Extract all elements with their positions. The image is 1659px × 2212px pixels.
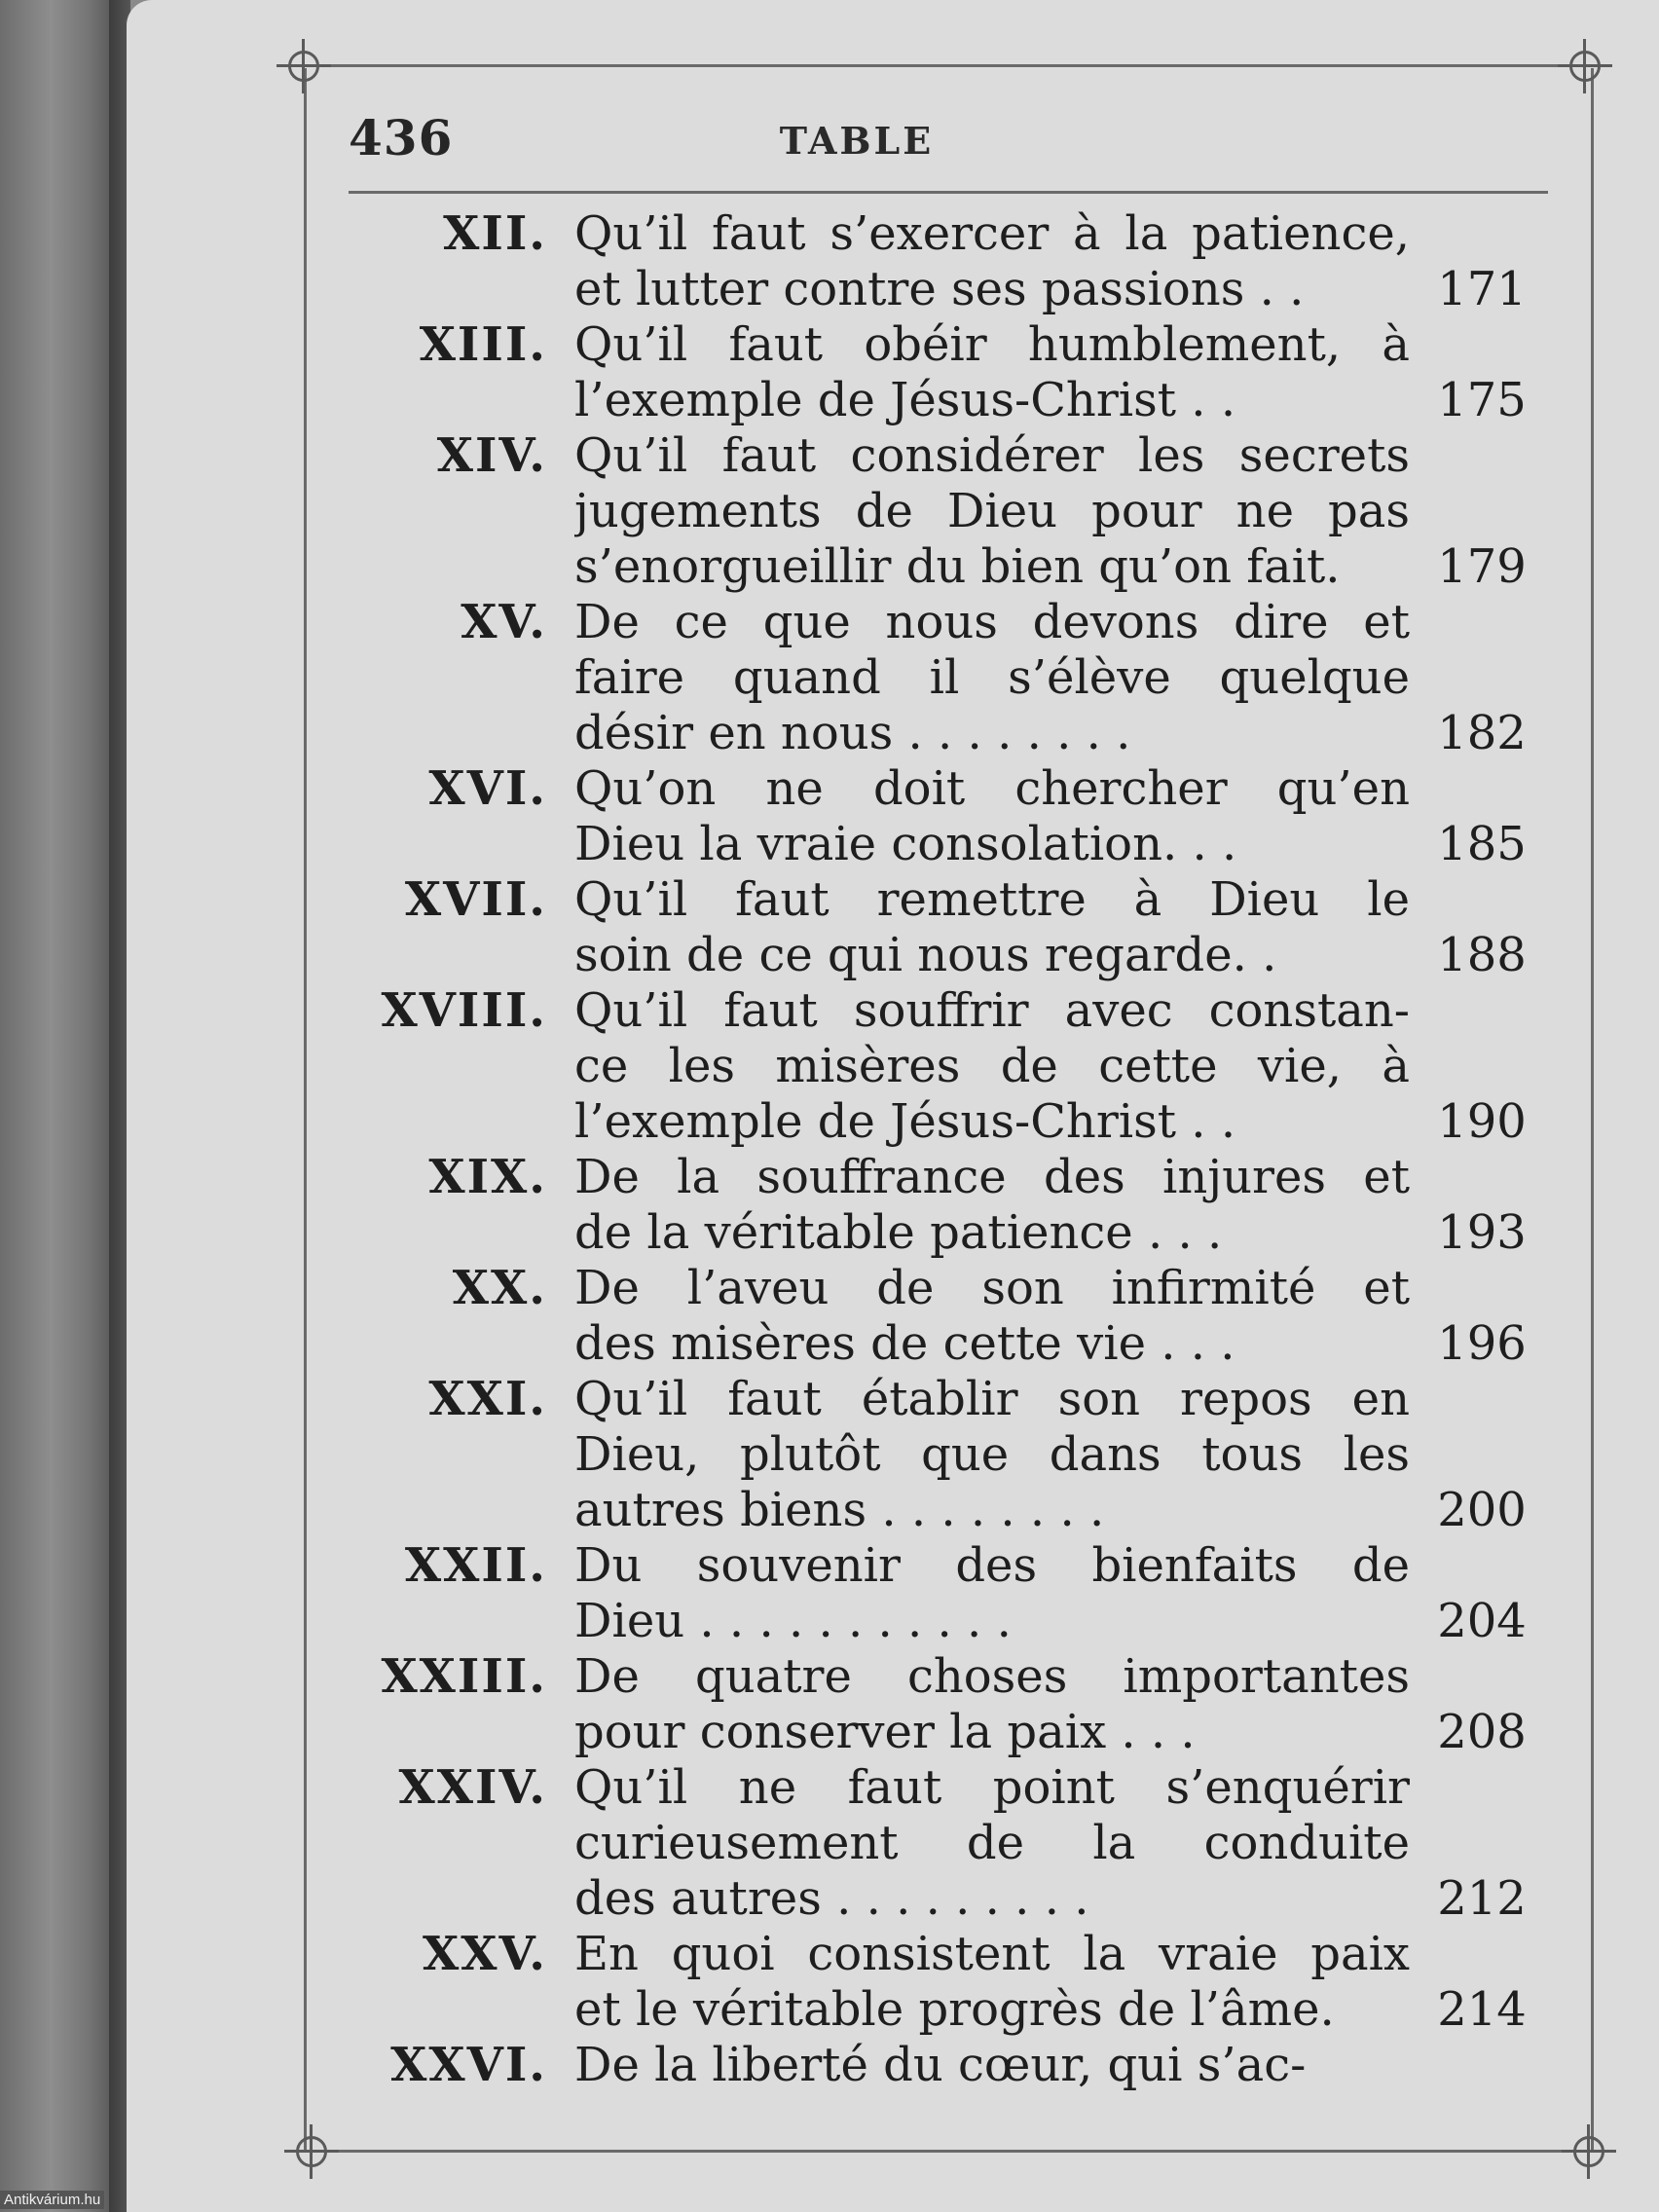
toc-line: [0, 1705, 1659, 1760]
watermark: Antikvárium.hu: [0, 2191, 104, 2209]
chapter-numeral: XIV.: [436, 428, 547, 483]
toc-line: [0, 1094, 1659, 1150]
chapter-numeral: XXVI.: [390, 2038, 547, 2092]
chapter-title-line: Qu’il faut s’exercer à la patience,: [574, 206, 1410, 261]
chapter-title-line: jugements de Dieu pour ne pas: [574, 484, 1410, 538]
chapter-title-line: De ce que nous devons dire et: [574, 595, 1410, 649]
toc-line: [0, 1039, 1659, 1094]
chapter-title-line: Qu’il faut considérer les secrets: [574, 428, 1410, 483]
chapter-title-line: Qu’il faut établir son repos en: [574, 1372, 1410, 1426]
chapter-title-line: De l’aveu de son infirmité et: [574, 1261, 1410, 1315]
chapter-title-line: Qu’on ne doit chercher qu’en: [574, 761, 1410, 816]
chapter-numeral: XXIII.: [381, 1649, 547, 1704]
toc-line: [0, 539, 1659, 595]
toc-line: [0, 761, 1659, 817]
page-reference: 200: [1437, 1483, 1527, 1537]
toc-line: [0, 1205, 1659, 1261]
page-reference: 214: [1437, 1982, 1527, 2037]
toc-line: [0, 1816, 1659, 1871]
toc-line: [0, 262, 1659, 317]
toc-line: [0, 317, 1659, 373]
toc-line: [0, 206, 1659, 262]
toc-line: [0, 1594, 1659, 1649]
toc-line: [0, 650, 1659, 706]
toc-line: [0, 1982, 1659, 2038]
page-reference: 193: [1437, 1205, 1527, 1260]
chapter-title-line: autres biens . . . . . . . .: [574, 1483, 1105, 1537]
toc-line: [0, 373, 1659, 428]
toc-line: [0, 1538, 1659, 1594]
toc-line: [0, 428, 1659, 484]
chapter-title-line: des misères de cette vie . . .: [574, 1316, 1235, 1371]
chapter-title-line: Qu’il ne faut point s’enquérir: [574, 1760, 1410, 1815]
chapter-numeral: XII.: [443, 206, 547, 261]
toc-line: [0, 1316, 1659, 1372]
chapter-title-line: des autres . . . . . . . . .: [574, 1871, 1089, 1926]
chapter-title-line: désir en nous . . . . . . . .: [574, 706, 1131, 760]
chapter-numeral: XXV.: [422, 1927, 547, 1981]
chapter-title-line: De quatre choses importantes: [574, 1649, 1410, 1704]
page-reference: 190: [1437, 1094, 1527, 1149]
chapter-numeral: XVII.: [404, 872, 547, 927]
page-reference: 179: [1437, 539, 1527, 594]
toc-line: [0, 1760, 1659, 1816]
page-reference: 208: [1437, 1705, 1527, 1759]
toc-line: [0, 817, 1659, 872]
page-reference: 185: [1437, 817, 1527, 871]
chapter-title-line: Qu’il faut remettre à Dieu le: [574, 872, 1410, 927]
page-reference: 175: [1437, 373, 1527, 427]
chapter-numeral: XIII.: [419, 317, 547, 372]
toc-line: [0, 1427, 1659, 1483]
toc-line: [0, 484, 1659, 539]
chapter-numeral: XX.: [452, 1261, 547, 1315]
toc-line: [0, 1261, 1659, 1316]
toc-line: [0, 2038, 1659, 2093]
chapter-title-line: Qu’il faut souffrir avec constan-: [574, 983, 1410, 1038]
chapter-title-line: l’exemple de Jésus-Christ . .: [574, 373, 1236, 427]
chapter-title-line: soin de ce qui nous regarde. .: [574, 928, 1277, 982]
page-reference: 212: [1437, 1871, 1527, 1926]
page-number: 436: [349, 109, 454, 166]
toc-line: [0, 872, 1659, 928]
chapter-title-line: et le véritable progrès de l’âme.: [574, 1982, 1335, 2037]
chapter-title-line: Dieu, plutôt que dans tous les: [574, 1427, 1410, 1482]
chapter-numeral: XXIV.: [398, 1760, 547, 1815]
chapter-title-line: et lutter contre ses passions . .: [574, 262, 1305, 316]
chapter-title-line: curieusement de la conduite: [574, 1816, 1410, 1870]
chapter-title-line: De la souffrance des injures et: [574, 1150, 1410, 1204]
running-head: TABLE: [779, 119, 935, 163]
toc-line: [0, 928, 1659, 983]
chapter-title-line: de la véritable patience . . .: [574, 1205, 1223, 1260]
toc-line: [0, 1871, 1659, 1927]
chapter-numeral: XVIII.: [381, 983, 547, 1038]
chapter-title-line: Qu’il faut obéir humblement, à: [574, 317, 1410, 372]
chapter-title-line: De la liberté du cœur, qui s’ac-: [574, 2038, 1307, 2092]
toc-line: [0, 595, 1659, 650]
page-reference: 182: [1437, 706, 1527, 760]
chapter-numeral: XXI.: [428, 1372, 547, 1426]
chapter-title-line: l’exemple de Jésus-Christ . .: [574, 1094, 1236, 1149]
toc-line: [0, 706, 1659, 761]
chapter-title-line: En quoi consistent la vraie paix: [574, 1927, 1410, 1981]
toc-line: [0, 983, 1659, 1039]
chapter-numeral: XVI.: [428, 761, 547, 816]
page-reference: 204: [1437, 1594, 1527, 1648]
chapter-title-line: ce les misères de cette vie, à: [574, 1039, 1410, 1093]
page-reference: 171: [1437, 262, 1527, 316]
chapter-title-line: faire quand il s’élève quelque: [574, 650, 1410, 705]
chapter-title-line: Dieu . . . . . . . . . . .: [574, 1594, 1012, 1648]
chapter-numeral: XIX.: [428, 1150, 547, 1204]
chapter-title-line: Du souvenir des bienfaits de: [574, 1538, 1410, 1593]
toc-line: [0, 1372, 1659, 1427]
chapter-title-line: pour conserver la paix . . .: [574, 1705, 1196, 1759]
page-reference: 188: [1437, 928, 1527, 982]
toc-line: [0, 1927, 1659, 1982]
chapter-title-line: s’enorgueillir du bien qu’on fait.: [574, 539, 1341, 594]
chapter-numeral: XXII.: [404, 1538, 547, 1593]
toc-line: [0, 1649, 1659, 1705]
chapter-numeral: XV.: [461, 595, 547, 649]
chapter-title-line: Dieu la vraie consolation. . .: [574, 817, 1237, 871]
toc-line: [0, 1150, 1659, 1205]
toc-line: [0, 1483, 1659, 1538]
page-reference: 196: [1437, 1316, 1527, 1371]
